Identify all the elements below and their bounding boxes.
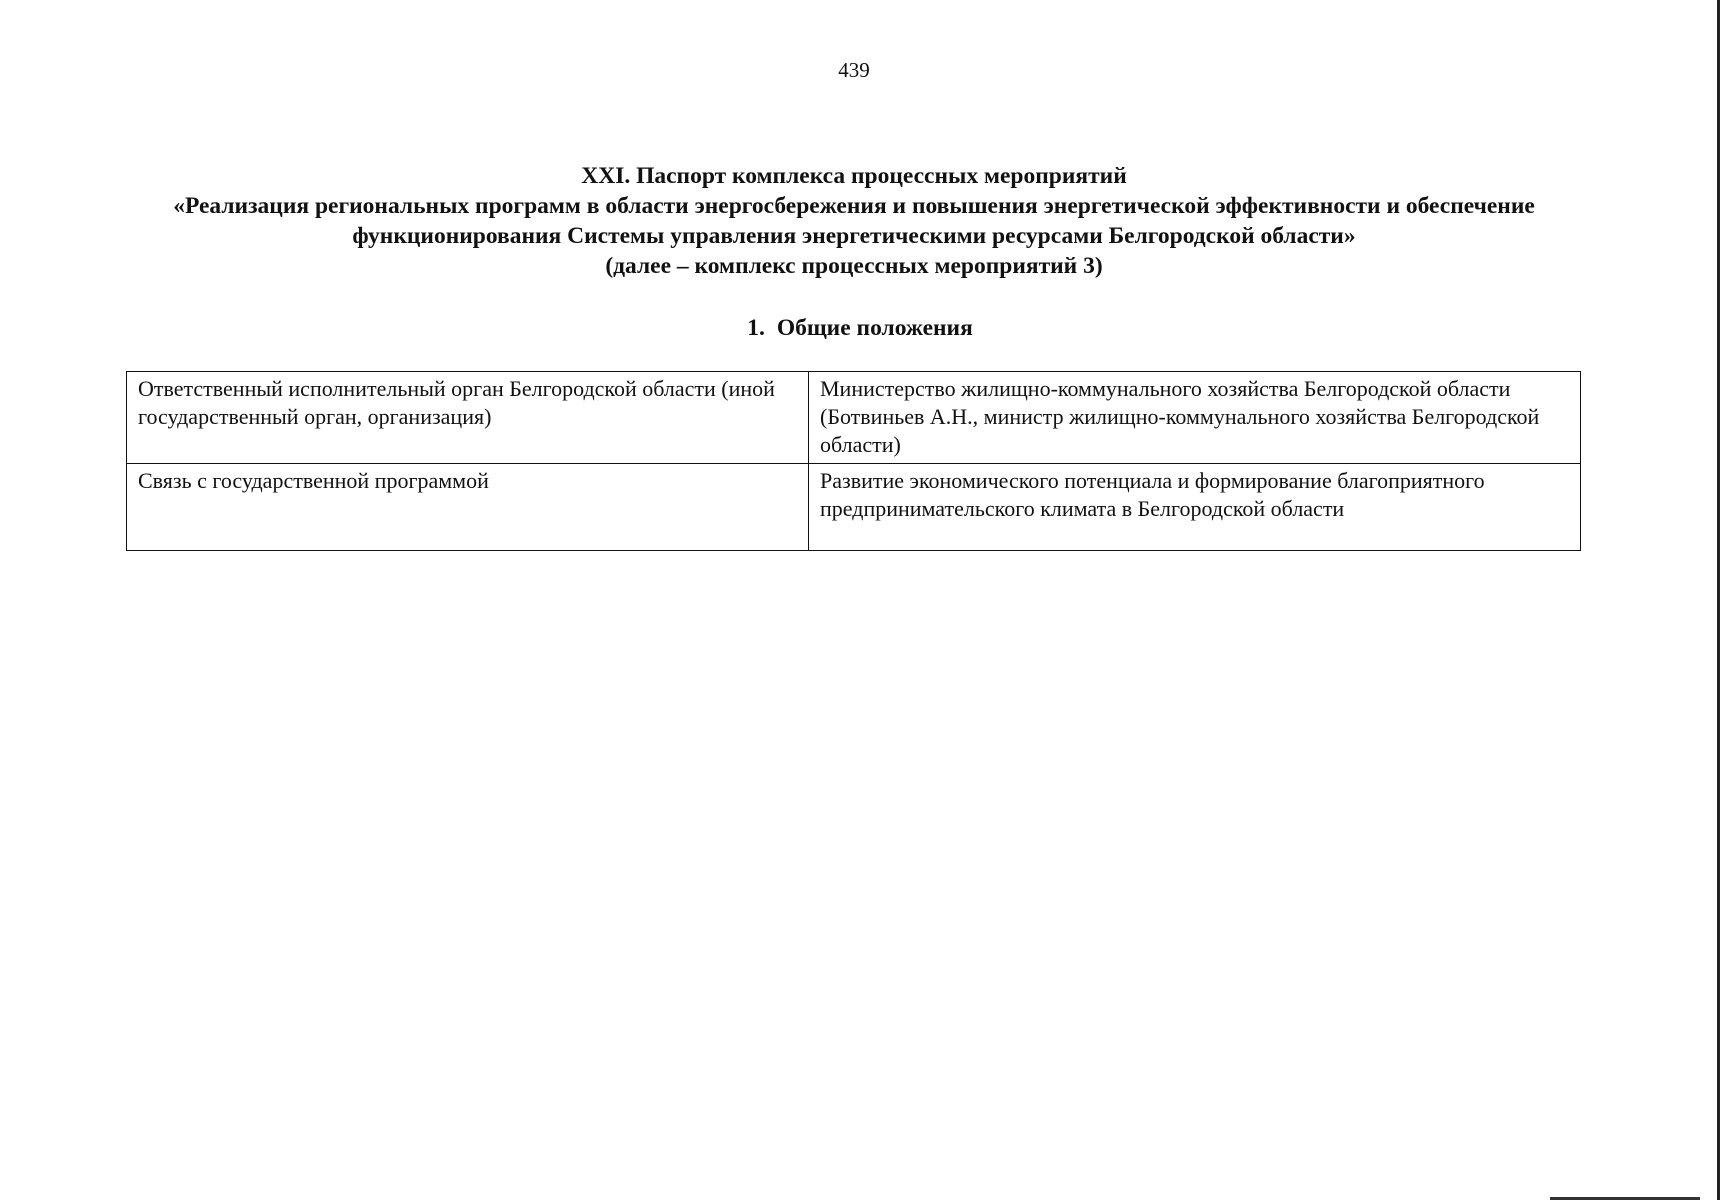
passport-table — [126, 371, 1581, 551]
table-cell-value: Развитие экономического потенциала и формирование благоприятного предпринимательского климата в Белгородской области — [809, 464, 1581, 551]
section-title — [0, 315, 1720, 342]
document-heading — [60, 161, 1648, 281]
table-row — [127, 464, 1581, 551]
table-cell-label: Связь с государственной программой — [127, 464, 809, 551]
section-title-text: Общие положения — [776, 315, 973, 341]
heading-line-2: «Реализация региональных программ в области энергосбережения и повышения энергетической эффективности и обеспечение — [173, 193, 1535, 219]
table-cell-label: Ответственный исполнительный орган Белгородской области (иной государственный орган, организация) — [127, 372, 809, 464]
table-row — [127, 372, 1581, 464]
heading-line-3: функционирования Системы управления энергетическими ресурсами Белгородской области» — [352, 223, 1356, 249]
section-number: 1. — [747, 315, 765, 341]
heading-line-1: XXI. Паспорт комплекса процессных мероприятий — [581, 163, 1127, 189]
table-cell-value: Министерство жилищно-коммунального хозяйства Белгородской области (Ботвиньев А.Н., министр жилищно-коммунального хозяйства Белгородской области) — [809, 372, 1581, 464]
heading-line-4: (далее – комплекс процессных мероприятий 3) — [605, 253, 1103, 279]
page-number: 439 — [838, 58, 870, 82]
